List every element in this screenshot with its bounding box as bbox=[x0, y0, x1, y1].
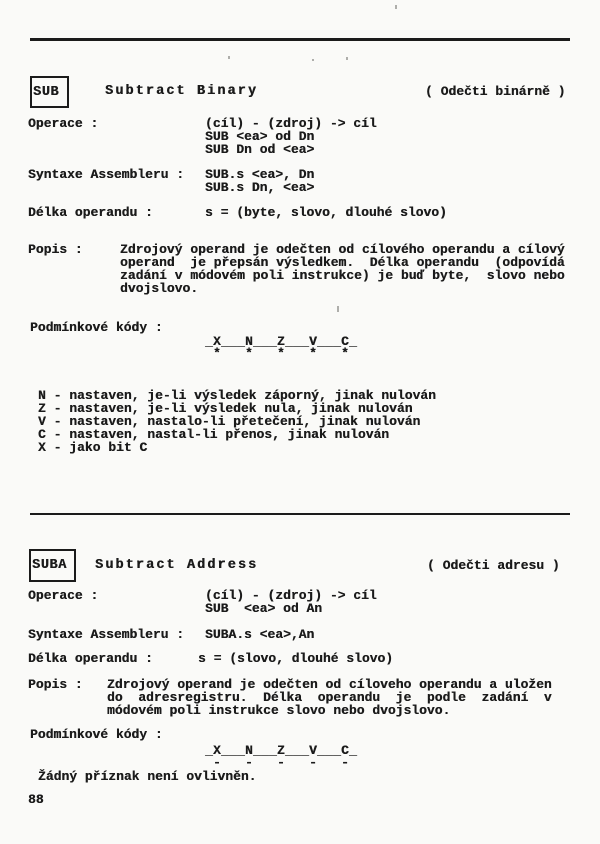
suba-popis-label: Popis : bbox=[28, 677, 83, 692]
sub-popis-line: dvojslovo. bbox=[120, 281, 199, 296]
sub-syntaxe-line: SUB.s Dn, <ea> bbox=[205, 180, 315, 195]
sub-flag-mark-row: * * * * * bbox=[205, 346, 350, 361]
suba-popis-line: do adresregistru. Délka operandu je podle zadání v bbox=[107, 690, 552, 705]
sub-mnemonic: SUB bbox=[33, 84, 60, 100]
sub-popis-line: zadání v módovém poli instrukce) je buď byte, slovo nebo bbox=[120, 268, 565, 283]
suba-mnemonic: SUBA bbox=[32, 558, 67, 573]
suba-operace-line: (cíl) - (zdroj) -> cíl bbox=[205, 588, 377, 603]
scan-speck bbox=[312, 59, 314, 61]
suba-mnemonic-box bbox=[29, 549, 76, 582]
suba-operace-label: Operace : bbox=[28, 588, 99, 603]
suba-kody-label: Podmínkové kódy : bbox=[30, 727, 163, 742]
scan-speck bbox=[228, 56, 230, 59]
top-horizontal-rule bbox=[30, 38, 570, 41]
suba-syntaxe-label: Syntaxe Assembleru : bbox=[28, 627, 185, 642]
scan-speck bbox=[395, 5, 397, 9]
sub-operace-line: SUB <ea> od Dn bbox=[205, 129, 315, 144]
section-divider-rule bbox=[30, 513, 570, 515]
suba-delka-value: s = (slovo, dlouhé slovo) bbox=[198, 651, 394, 666]
suba-operace-line: SUB <ea> od An bbox=[205, 601, 323, 616]
sub-flag-note: C - nastaven, nastal-li přenos, jinak nulován bbox=[38, 427, 390, 442]
sub-popis-label: Popis : bbox=[28, 242, 83, 257]
sub-operace-label: Operace : bbox=[28, 116, 99, 131]
sub-kody-label: Podmínkové kódy : bbox=[30, 320, 163, 335]
suba-popis-line: módovém poli instrukce slovo nebo dvojslovo. bbox=[107, 703, 451, 718]
suba-flag-note: Žádný příznak není ovlivněn. bbox=[38, 769, 257, 784]
sub-flag-note: V - nastaven, nastalo-li přetečení, jinak nulován bbox=[38, 414, 421, 429]
suba-delka-label: Délka operandu : bbox=[28, 651, 153, 666]
sub-syntaxe-label: Syntaxe Assembleru : bbox=[28, 167, 185, 182]
suba-flag-mark-row: - - - - - bbox=[205, 755, 350, 770]
sub-operace-line: SUB Dn od <ea> bbox=[205, 142, 315, 157]
sub-popis-line: operand je přepsán výsledkem. Délka operandu (odpovídá bbox=[120, 255, 565, 270]
suba-title-czech: ( Odečti adresu ) bbox=[427, 558, 560, 573]
sub-title-english: Subtract Binary bbox=[105, 84, 259, 99]
suba-title-english: Subtract Address bbox=[95, 558, 259, 573]
sub-delka-value: s = (byte, slovo, dlouhé slovo) bbox=[205, 205, 447, 220]
page-number: 88 bbox=[28, 792, 44, 807]
sub-flag-note: N - nastaven, je-li výsledek záporný, jinak nulován bbox=[38, 388, 436, 403]
sub-flag-register-row: _X___N___Z___V___C_ bbox=[205, 334, 358, 349]
sub-title-czech: ( Odečti binárně ) bbox=[425, 84, 566, 99]
sub-operace-line: (cíl) - (zdroj) -> cíl bbox=[205, 116, 377, 131]
suba-syntaxe-line: SUBA.s <ea>,An bbox=[205, 627, 315, 642]
suba-popis-line: Zdrojový operand je odečten od cíloveho operandu a uložen bbox=[107, 677, 552, 692]
scan-speck bbox=[337, 306, 339, 312]
scan-speck bbox=[346, 57, 348, 60]
suba-flag-register-row: _X___N___Z___V___C_ bbox=[205, 743, 358, 758]
sub-syntaxe-line: SUB.s <ea>, Dn bbox=[205, 167, 315, 182]
sub-mnemonic-box bbox=[30, 76, 69, 108]
sub-delka-label: Délka operandu : bbox=[28, 205, 153, 220]
sub-popis-line: Zdrojový operand je odečten od cílového operandu a cílový bbox=[120, 242, 565, 257]
sub-flag-note: X - jako bit C bbox=[38, 440, 148, 455]
sub-flag-note: Z - nastaven, je-li výsledek nula, jinak nulován bbox=[38, 401, 413, 416]
